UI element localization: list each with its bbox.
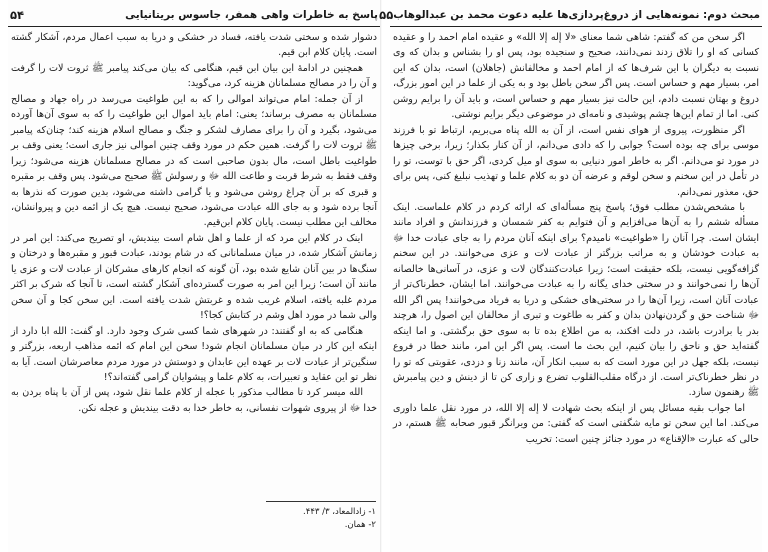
paragraph: اینک در کلام این مرد که از علما و اهل شام است بیندیش، او تصریح می‌کند: این امر در زمانش آشکار شده، در میان مسلمانانی که در شام بودند، عبادت قبور و مقبره‌ها و درختان و سنگ‌ها در بین آنان شایع شده بود، آن گونه که انجام کارهای مشرکان از عبادت لات و عزی یا مانند آن است؛ زیرا این امر به صورت گسترده‌ای آشکار گشته است، تا آنجا که شرک بر اکثر مردم غلبه یافته، اسلام غریب شده و غربتش شدت یافته است. این سخن کجا و آن سخن والی شما در مورد اهل وشم در کتابش کجا؟! xyxy=(11,232,377,322)
footnote: ۱- زادالمعاد، ۳/ ۴۴۳. xyxy=(303,507,376,517)
paragraph: هنگامی که به او گفتند: در شهرهای شما کسی شرک وجود دارد. او گفت: الله ابا دارد از اینکه این کار در میان مسلمانان انجام شود! سخن این امام که ائمه مذاهب اربعه، بزرگتر و سنگین‌تر از عبادت لات بر عهده این عابدان و دوستش در مورد مردم معاصرشان است. آیا به نظر تو این عقاید و تعبیرات، به کلام علما و پیشوایان گرامی گفته‌اند؟! xyxy=(11,325,377,383)
footnote: ۲- همان. xyxy=(344,520,376,530)
right-page xyxy=(379,0,762,552)
left-page xyxy=(8,0,380,552)
paragraph: با مشخص‌شدن مطلب فوق؛ پاسخ پنج مسأله‌ای که ارائه کردم در کلام علماست. اینک مسأله ششم را به آن‌ها می‌افزایم و آن فتوایم به کفر شمسان و فرزندانش و افراد مانند ایشان است. چرا آنان را «طواغیت» نامیدم؟ برای اینکه آنان مردم را به جای عبادت خدا ﷻ به عبادت خودشان و به مراتب بزرگتر از عبادت لات و عزی می‌خوانند. در این سخنم گزافه‌گویی نیست، بلکه حقیقت است؛ زیرا عبادت‌کنندگان لات و عزی، در آسانی‌ها خالصانه آن‌ها را نمی‌خوانند و در سختی خدای یگانه را به عبادت می‌خوانند. اما ایشان، خطرناک‌تر از عبادت آنان است، زیرا آن‌ها را در سختی‌های خشکی و دریا به فریاد می‌خوانند! پس اگر الله ﷻ شناخت حق و گردن‌نهادن بدان و کفر به طاغوت و تبری از مخالفان این اصول را، هرچند بدر یا برادرت باشد، در دلت افکند، به من اطلاع بده تا به سوی حق برگشتی. و اما اینکه گفته‌اید حق و ناحق را بیان کنیم، این بحث ما است. پس اگر این امر، مانند خطا در فروع نیست، بلکه جهل در این مورد است که به سبب انکار آن، مانند زنا و دزدی، عقوبتی که تو را در نظر خطرناک‌تر است. از درگاه مقلب‌القلوب تضرع و زاری کن تا از دینش و دین پیامبرش ﷺ رهنمون سازد. xyxy=(393,201,759,399)
book-gutter xyxy=(380,0,382,552)
footnotes xyxy=(8,501,380,532)
paragraph: همچنین در ادامهٔ این بیان ابن قیم، هنگامی که بیان می‌کند پیامبر ﷺ ثروت لات را گرفت و آن را در مصالح مسلمانان هزینه کرد، می‌گوید: xyxy=(11,62,377,90)
paragraph: اما جواب بقیه مسائل پس از اینکه بحث شهادت لا إله إلا الله، در مورد نقل علما داوری می‌کند. اما این سخن تو مایه شگفتی است که گفتی: من ویرانگر قبور صحابه ﷺ هستم، در حالی که عبارت «الإقناع» در مورد جنائز چنین است: تخریب xyxy=(393,402,759,445)
right-page-header xyxy=(379,4,762,27)
footnote-divider xyxy=(266,501,376,502)
paragraph: الله میسر کرد تا مطالب مذکور با عجله از کلام علما نقل شود، پس از آن با پناه بردن به خدا ﷻ از پیروی شهوات نفسانی، به خاطر خدا به دقت بیندیش و عجله نکن. xyxy=(11,387,377,414)
paragraph: از آن جمله: امام می‌تواند اموالی را که به این طواغیت می‌رسد در راه جهاد و مصالح مسلمانان به مصرف برساند؛ یعنی: امام باید اموال این طواغیت را که به سوی آن‌ها آورده می‌شود، بگیرد و آن را برای مصارف لشکر و جنگ و مصالح اسلام هزینه کند؛ چنان‌که پیامبر ﷺ ثروت لات را گرفت. همین حکم در مورد وقف چنین اموالی نیز جاری است؛ یعنی وقف بر طواغیت باطل است، مال بدون صاحبی است که در مصالح مسلمانان هزینه می‌شود؛ زیرا وقف فقط به شرط قربت و طاعت الله ﷻ و رسولش ﷺ صحیح می‌شود. پس وقف بر مقبره و قبری که بر آن چراغ روشن می‌شود و یا گرامی داشته می‌شود، بدین صورت که نذرها به آنجا برده شود و به جای الله عبادت می‌شود، صحیح نیست. هیچ یک از ائمه دین و پیروانشان، مخالف این مطلب نیست. پایان کلام ابن‌قیم. xyxy=(11,93,377,229)
running-title: پاسخ به خاطرات واهی همفر، جاسوس بریتانیایی xyxy=(125,9,378,21)
page-number: ۵۵ xyxy=(379,8,394,22)
left-page-body xyxy=(8,27,380,460)
paragraph: اگر سخن من که گفتم: شاهی شما معنای «لا إله إلا الله» و عقیده امام احمد را و عقیده کسانی که او را تلاق زدند نمی‌دانند، صحیح و سنجیده بود، پس او را بشناس و بدان که وی نسبت به دیگران با این شرف‌ها که از امام احمد و مخالفانش (جاهلان) است، بدان که این امر، بسیار مهم و حساس است. پس اگر سخن باطل بود و به یکی از علما در این امور بزرگ، دروغ و بهتان نسبت دادم، این حالت نیز بسیار مهم و حساس است، و باید آن را برایم روشن کنی. اما از تمام این‌ها چشم پوشیدی و نامه‌ای در موضوعی دیگر برایم نوشتی. xyxy=(393,32,759,121)
paragraph: دشوار شده و سختی شدت یافته، فساد در خشکی و دریا به سبب اعمال مردم، آشکار گشته است. پایان کلام ابن قیم. xyxy=(11,32,377,59)
page-number: ۵۴ xyxy=(10,8,25,22)
paragraph: اگر منظورت، پیروی از هوای نفس است، از آن به الله پناه می‌بریم، ارتباط تو با فرزند موسی برای چه بوده است؟ جوابی را که دادی می‌دانم، از آن کنار بکذار؛ زیرا، برخی چیزها در مورد تو می‌دانم. اگر به خاطر امور دنیایی به سوی او میل کردی، اگر حق با توست، تو را در تأمل در این سخنم و سخن لوقم و عرضه آن دو به کلام علما و تهذیب نبلیغ کنی، پس برای حق، معذور نمی‌دانم. xyxy=(393,124,759,198)
left-page-header xyxy=(8,4,380,27)
running-title: مبحث دوم: نمونه‌هایی از دروغ‌پردازی‌ها علیه دعوت محمد بن عبدالوهاب xyxy=(393,9,760,21)
right-page-body xyxy=(390,27,762,550)
